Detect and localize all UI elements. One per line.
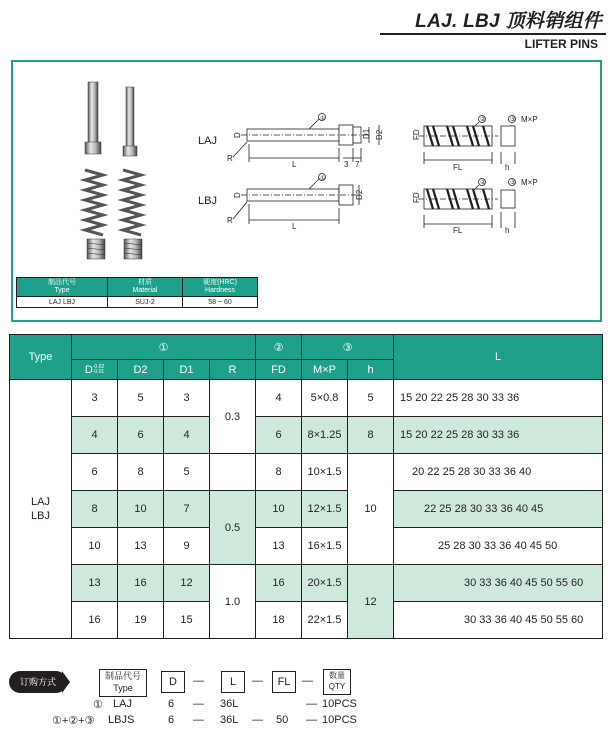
header-mxp: M×P [302,360,348,380]
cell-d2: 16 [118,565,164,602]
header-d1: D1 [164,360,210,380]
page-title: LAJ. LBJ 顶料销组件 [415,11,602,32]
cell-fd: 8 [256,454,302,491]
lbj-dim-d2: D2 [355,189,364,200]
header-l: L [394,335,603,380]
lbj-callout-1: ① [320,176,326,182]
cell-h: 12 [348,565,394,639]
header-h: h [348,360,394,380]
cell-d2: 19 [118,602,164,639]
example1-dash-3: — [306,698,317,710]
cell-h: 8 [348,417,394,454]
cell-d: 4 [72,417,118,454]
screw-bottom-callout-3: ③ [510,180,516,186]
cell-d1: 15 [164,602,210,639]
order-dash-3: — [302,675,313,687]
cell-r-empty [210,454,256,491]
example2-fl: 50 [276,714,289,726]
order-dash-2: — [252,675,263,687]
cell-fd: 10 [256,491,302,528]
laj-label: LAJ [198,135,217,147]
cell-mxp: 8×1.25 [302,417,348,454]
table-row [10,565,603,602]
spec-table [9,334,603,639]
laj-dim-l: L [292,160,297,169]
material-material-value: SUJ-2 [108,297,183,308]
cell-h: 10 [348,454,394,565]
spring-drawing-top [418,116,516,165]
order-qty-box: 数量 QTY [323,669,351,695]
table-row [10,528,603,565]
cell-fd: 18 [256,602,302,639]
cell-d2: 10 [118,491,164,528]
header-d: D-0.02 -0.01 [72,360,118,380]
spring-photo [85,170,141,235]
order-type-box: 制品代号 Type [99,669,147,697]
cell-mxp: 22×1.5 [302,602,348,639]
spring-top-callout-2: ② [480,117,486,123]
cell-r: 0.5 [210,491,256,565]
cell-d1: 7 [164,491,210,528]
laj-dim-7: 7 [355,160,360,169]
cell-fd: 13 [256,528,302,565]
header-type: Type [10,335,72,380]
cell-d2: 13 [118,528,164,565]
laj-dim-d: D [233,132,242,138]
order-badge-arrow [62,671,70,693]
example2-l: 36L [220,714,239,726]
example1-d: 6 [168,698,175,710]
header-group-3: ③ [302,335,394,360]
header-group-1: ① [72,335,256,360]
example1-type: LAJ [113,698,132,710]
spring-bottom-dim-fl: FL [453,226,463,235]
cell-r: 0.3 [210,380,256,454]
spring-drawing-bottom [418,179,516,229]
cell-fd: 4 [256,380,302,417]
spring-bottom-callout-2: ② [480,180,486,186]
order-l-box: L [221,671,245,693]
lbj-dim-l: L [292,222,297,231]
screw-bottom-dim-h: h [505,226,510,235]
cell-fd: 6 [256,417,302,454]
table-row [10,491,603,528]
cell-l: 25 28 30 33 36 40 45 50 [394,528,603,565]
spring-top-dim-fl: FL [453,163,463,172]
screw-top-dim-mxp: M×P [521,115,538,124]
cell-h: 5 [348,380,394,417]
cell-d: 3 [72,380,118,417]
spring-top-dim-fd: FD [412,129,421,140]
pin-photo [85,82,137,156]
example1-l: 36L [220,698,239,710]
example2-d: 6 [168,714,175,726]
example1-qty: 10PCS [322,698,357,710]
example2-dash-2: — [252,714,263,726]
material-hardness-value: 58 ~ 60 [183,297,258,308]
header-r: R [210,360,256,380]
example2-dash-3: — [306,714,317,726]
header-d2: D2 [118,360,164,380]
laj-dim-d2: D2 [375,129,384,140]
laj-pin-drawing [198,114,379,163]
spring-bottom-dim-fd: FD [412,192,421,203]
cell-r: 1.0 [210,565,256,639]
order-dash-1: — [193,675,204,687]
cell-d1: 4 [164,417,210,454]
lbj-label: LBJ [198,195,217,207]
material-header-material: 材质 Material [108,278,183,297]
cell-d1: 9 [164,528,210,565]
cell-mxp: 5×0.8 [302,380,348,417]
lbj-pin-drawing [198,174,361,225]
lbj-dim-d: D [233,192,242,198]
example2-prefix: ①+②+③ [52,715,95,727]
material-header-type: 制品代号 Type [17,278,108,297]
cell-d: 10 [72,528,118,565]
laj-dim-3: 3 [344,160,349,169]
example2-type: LBJS [108,714,135,726]
laj-dim-r: R [227,154,233,163]
cell-d2: 6 [118,417,164,454]
material-type-value: LAJ LBJ [17,297,108,308]
order-badge: 订购方式 [9,671,67,693]
cell-d: 16 [72,602,118,639]
cell-l: 30 33 36 40 45 50 55 60 [394,565,603,602]
cell-l: 15 20 22 25 28 30 33 36 [394,417,603,454]
title-rule [380,33,606,35]
cell-l: 20 22 25 28 30 33 36 40 [394,454,603,491]
screw-top-dim-h: h [505,163,510,172]
laj-dim-d1: D1 [362,128,371,139]
order-fl-box: FL [272,671,296,693]
set-screw-photo [87,239,142,259]
cell-d2: 5 [118,380,164,417]
cell-d: 8 [72,491,118,528]
table-row [10,380,603,417]
cell-fd: 16 [256,565,302,602]
material-header-hardness: 硬度(HRC) Hardness [183,278,258,297]
cell-mxp: 20×1.5 [302,565,348,602]
cell-d1: 12 [164,565,210,602]
table-row [10,417,603,454]
header-group-2: ② [256,335,302,360]
example2-qty: 10PCS [322,714,357,726]
screw-bottom-dim-mxp: M×P [521,178,538,187]
screw-top-callout-3: ③ [510,117,516,123]
laj-callout-1: ① [320,116,326,122]
order-d-box: D [161,671,185,693]
cell-d1: 5 [164,454,210,491]
table-row [10,454,603,491]
cell-d: 6 [72,454,118,491]
example1-prefix: ① [93,699,103,711]
cell-d: 13 [72,565,118,602]
cell-mxp: 10×1.5 [302,454,348,491]
cell-mxp: 16×1.5 [302,528,348,565]
table-row [10,602,603,639]
cell-l: 30 33 36 40 45 50 55 60 [394,602,603,639]
page-subtitle: LIFTER PINS [524,37,598,51]
example2-dash-1: — [193,714,204,726]
cell-d1: 3 [164,380,210,417]
cell-d2: 8 [118,454,164,491]
header-fd: FD [256,360,302,380]
type-cell: LAJ LBJ [10,380,72,639]
cell-l: 22 25 28 30 33 36 40 45 [394,491,603,528]
cell-l: 15 20 22 25 28 30 33 36 [394,380,603,417]
example1-dash-1: — [193,698,204,710]
lbj-dim-r: R [227,216,233,225]
cell-mxp: 12×1.5 [302,491,348,528]
material-table [16,277,258,308]
